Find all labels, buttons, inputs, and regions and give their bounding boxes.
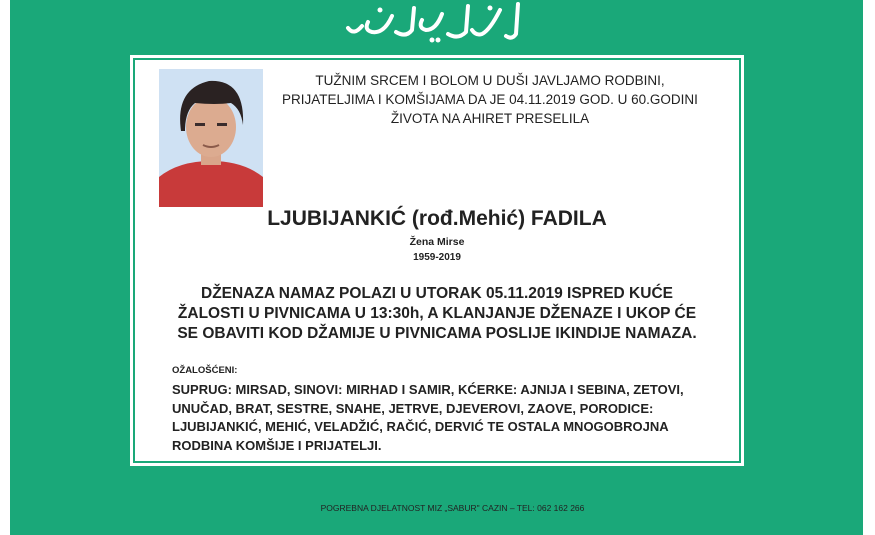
deceased-name: LJUBIJANKIĆ (rođ.Mehić) FADILA: [267, 207, 607, 230]
footer: [0, 503, 875, 513]
mourners-list: SUPRUG: MIRSAD, SINOVI: MIRHAD I SAMIR, KĆERKE: AJNIJA I SEBINA, ZETOVI, UNUČAD, BRAT, SESTRE, SNAHE, JETRVE, DJEVEROVI, ZAOVE, PORODICE: LJUBIJANKIĆ, MEHIĆ, VELADŽIĆ, RAČIĆ, DERVIĆ TE OSTALA MNOGOBROJNA RODBINA KOMŠIJE I PRIJATELJI.: [172, 382, 684, 453]
funeral-details: DŽENAZA NAMAZ POLAZI U UTORAK 05.11.2019 ISPRED KUĆE ŽALOSTI U PIVNICAMA U 13:30h, A KLANJANJE DŽENAZE I UKOP ĆE SE OBAVITI KOD DŽAMIJE U PIVNICAMA POSLIJE IKINDIJE NAMAZA.: [177, 285, 697, 342]
announcement-text: TUŽNIM SRCEM I BOLOM U DUŠI JAVLJAMO RODBINI, PRIJATELJIMA I KOMŠIJAMA DA JE 04.11.2019 GOD. U 60.GODINI ŽIVOTA NA AHIRET PRESELILA: [282, 73, 698, 126]
notice-panel: [130, 55, 744, 466]
deceased-photo: [159, 69, 263, 207]
mourners-label: OŽALOŠĆENI:: [172, 365, 238, 376]
life-years: 1959-2019: [413, 252, 461, 263]
arabic-calligraphy-header: [340, 0, 540, 46]
relation-text: Žena Mirse: [409, 236, 465, 248]
funeral-service-contact: POGREBNA DJELATNOST MIZ „SABUR" CAZIN – TEL: 062 162 266: [320, 503, 585, 513]
